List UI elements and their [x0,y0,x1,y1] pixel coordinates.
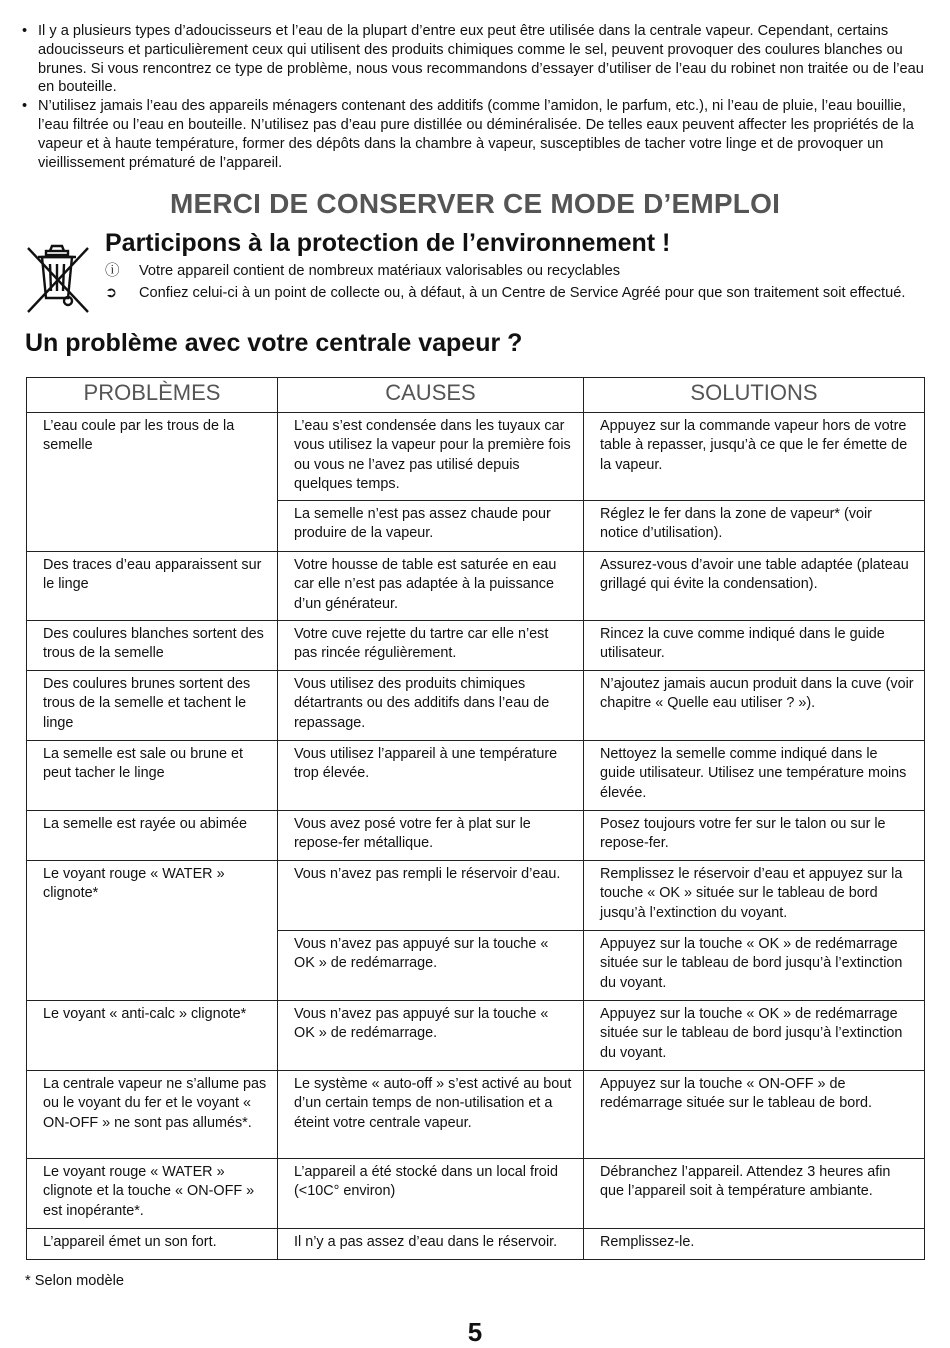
bullet-list [22,22,927,172]
crossed-bin-icon [24,240,96,318]
table-row [27,861,925,931]
table-row [27,741,925,811]
table-row [27,621,925,671]
solution-cell: Remplissez le réservoir d’eau et appuyez sur la touche « OK » située sur le tableau de bord jusqu’à l’extinction du voyant. [584,861,925,931]
environment-line-text: Votre appareil contient de nombreux matériaux valorisables ou recyclables [139,263,621,279]
problem-cell: Le voyant rouge « WATER » clignote et la touche « ON-OFF » est inopérante*. [27,1159,278,1229]
troubleshooting-title: Un problème avec votre centrale vapeur ? [25,329,523,357]
troubleshooting-table [26,377,925,1260]
table-row [27,413,925,501]
header-problems: PROBLÈMES [27,378,278,413]
table-row [27,811,925,861]
cause-cell: Votre cuve rejette du tartre car elle n’est pas rincée régulièrement. [278,621,584,671]
cause-cell: Vous n’avez pas appuyé sur la touche « OK » de redémarrage. [278,1001,584,1071]
environment-line-recyclable [105,261,925,282]
solution-cell: Rincez la cuve comme indiqué dans le guide utilisateur. [584,621,925,671]
problem-cell: L’appareil émet un son fort. [27,1229,278,1260]
solution-cell: Posez toujours votre fer sur le talon ou sur le repose-fer. [584,811,925,861]
page-number: 5 [467,1317,483,1347]
table-row [27,552,925,621]
cause-cell: Vous avez posé votre fer à plat sur le repose-fer métallique. [278,811,584,861]
solution-cell: Appuyez sur la touche « ON-OFF » de redémarrage située sur le tableau de bord. [584,1071,925,1159]
solution-cell: Débranchez l’appareil. Attendez 3 heures afin que l’appareil soit à température ambiante. [584,1159,925,1229]
problem-cell: La semelle est rayée ou abimée [27,811,278,861]
solution-cell: Remplissez-le. [584,1229,925,1260]
problem-cell: Le voyant rouge « WATER » clignote* [27,861,278,1001]
solution-cell: Assurez-vous d’avoir une table adaptée (plateau grillagé qui évite la condensation). [584,552,925,621]
cause-cell: La semelle n’est pas assez chaude pour produire de la vapeur. [278,501,584,552]
cause-cell: L’eau s’est condensée dans les tuyaux car vous utilisez la vapeur pour la première fois ou vous ne l’avez pas utilisé depuis quelques temps. [278,413,584,501]
table-row [27,671,925,741]
info-icon: ⓘ [105,263,120,279]
table-row [27,1159,925,1229]
solution-cell: N’ajoutez jamais aucun produit dans la cuve (voir chapitre « Quelle eau utiliser ? »). [584,671,925,741]
arrow-icon: ➲ [105,285,118,301]
environment-title: Participons à la protection de l’environnement ! [105,229,671,257]
keep-manual-title: MERCI DE CONSERVER CE MODE D’EMPLOI [169,188,781,219]
problem-cell: L’eau coule par les trous de la semelle [27,413,278,552]
cause-cell: Votre housse de table est saturée en eau car elle n’est pas adaptée à la puissance d’un générateur. [278,552,584,621]
cause-cell: Vous utilisez l’appareil à une température trop élevée. [278,741,584,811]
solution-cell: Appuyez sur la touche « OK » de redémarrage située sur le tableau de bord jusqu’à l’extinction du voyant. [584,931,925,1001]
solution-cell: Appuyez sur la commande vapeur hors de votre table à repasser, jusqu’à ce que le fer émette de la vapeur. [584,413,925,501]
solution-cell: Réglez le fer dans la zone de vapeur* (voir notice d’utilisation). [584,501,925,552]
cause-cell: Vous n’avez pas rempli le réservoir d’eau. [278,861,584,931]
table-row [27,1229,925,1260]
environment-line-collection [105,283,925,304]
table-row [27,1071,925,1159]
problem-cell: La centrale vapeur ne s’allume pas ou le voyant du fer et le voyant « ON-OFF » ne sont pas allumés*. [27,1071,278,1159]
cause-cell: Vous n’avez pas appuyé sur la touche « OK » de redémarrage. [278,931,584,1001]
problem-cell: Le voyant « anti-calc » clignote* [27,1001,278,1071]
bullet-item: • N’utilisez jamais l’eau des appareils ménagers contenant des additifs (comme l’amidon, le parfum, etc.), ni l’eau de pluie, l’eau bouillie, l’eau filtrée ou l’eau en bouteille. N’utilisez pas d’eau pure distillée ou déminéralisée. De telles eaux peuvent affecter les propriétés de la vapeur et à haute température, former des dépôts dans la chambre à vapeur, susceptibles de tacher votre linge et de provoquer un vieillissement prématuré de l’appareil. [22,97,927,172]
cause-cell: Vous utilisez des produits chimiques détartrants ou des additifs dans l’eau de repassage. [278,671,584,741]
cause-cell: Le système « auto-off » s’est activé au bout d’un certain temps de non-utilisation et a éteint votre centrale vapeur. [278,1071,584,1159]
problem-cell: Des coulures brunes sortent des trous de la semelle et tachent le linge [27,671,278,741]
problem-cell: Des traces d’eau apparaissent sur le linge [27,552,278,621]
header-solutions: SOLUTIONS [584,378,925,413]
table-row [27,1001,925,1071]
bullet-item: • Il y a plusieurs types d’adoucisseurs et l’eau de la plupart d’entre eux peut être utilisée dans la centrale vapeur. Cependant, certains adoucisseurs et particulièrement ceux qui utilisent des produits chimiques comme le sel, peuvent provoquer des coulures blanches ou brunes. Si vous rencontrez ce type de problème, nous vous recommandons d’essayer d’utiliser de l’eau du robinet non traitée ou de l’eau en bouteille. [22,22,927,97]
cause-cell: L’appareil a été stocké dans un local froid (<10C° environ) [278,1159,584,1229]
solution-cell: Appuyez sur la touche « OK » de redémarrage située sur le tableau de bord jusqu’à l’extinction du voyant. [584,1001,925,1071]
header-causes: CAUSES [278,378,584,413]
table-header-row [27,378,925,413]
cause-cell: Il n’y a pas assez d’eau dans le réservoir. [278,1229,584,1260]
footnote: * Selon modèle [25,1273,124,1289]
problem-cell: La semelle est sale ou brune et peut tacher le linge [27,741,278,811]
environment-line-text: Confiez celui-ci à un point de collecte ou, à défaut, à un Centre de Service Agréé pour que son traitement soit effectué. [139,285,906,301]
solution-cell: Nettoyez la semelle comme indiqué dans le guide utilisateur. Utilisez une température moins élevée. [584,741,925,811]
problem-cell: Des coulures blanches sortent des trous de la semelle [27,621,278,671]
